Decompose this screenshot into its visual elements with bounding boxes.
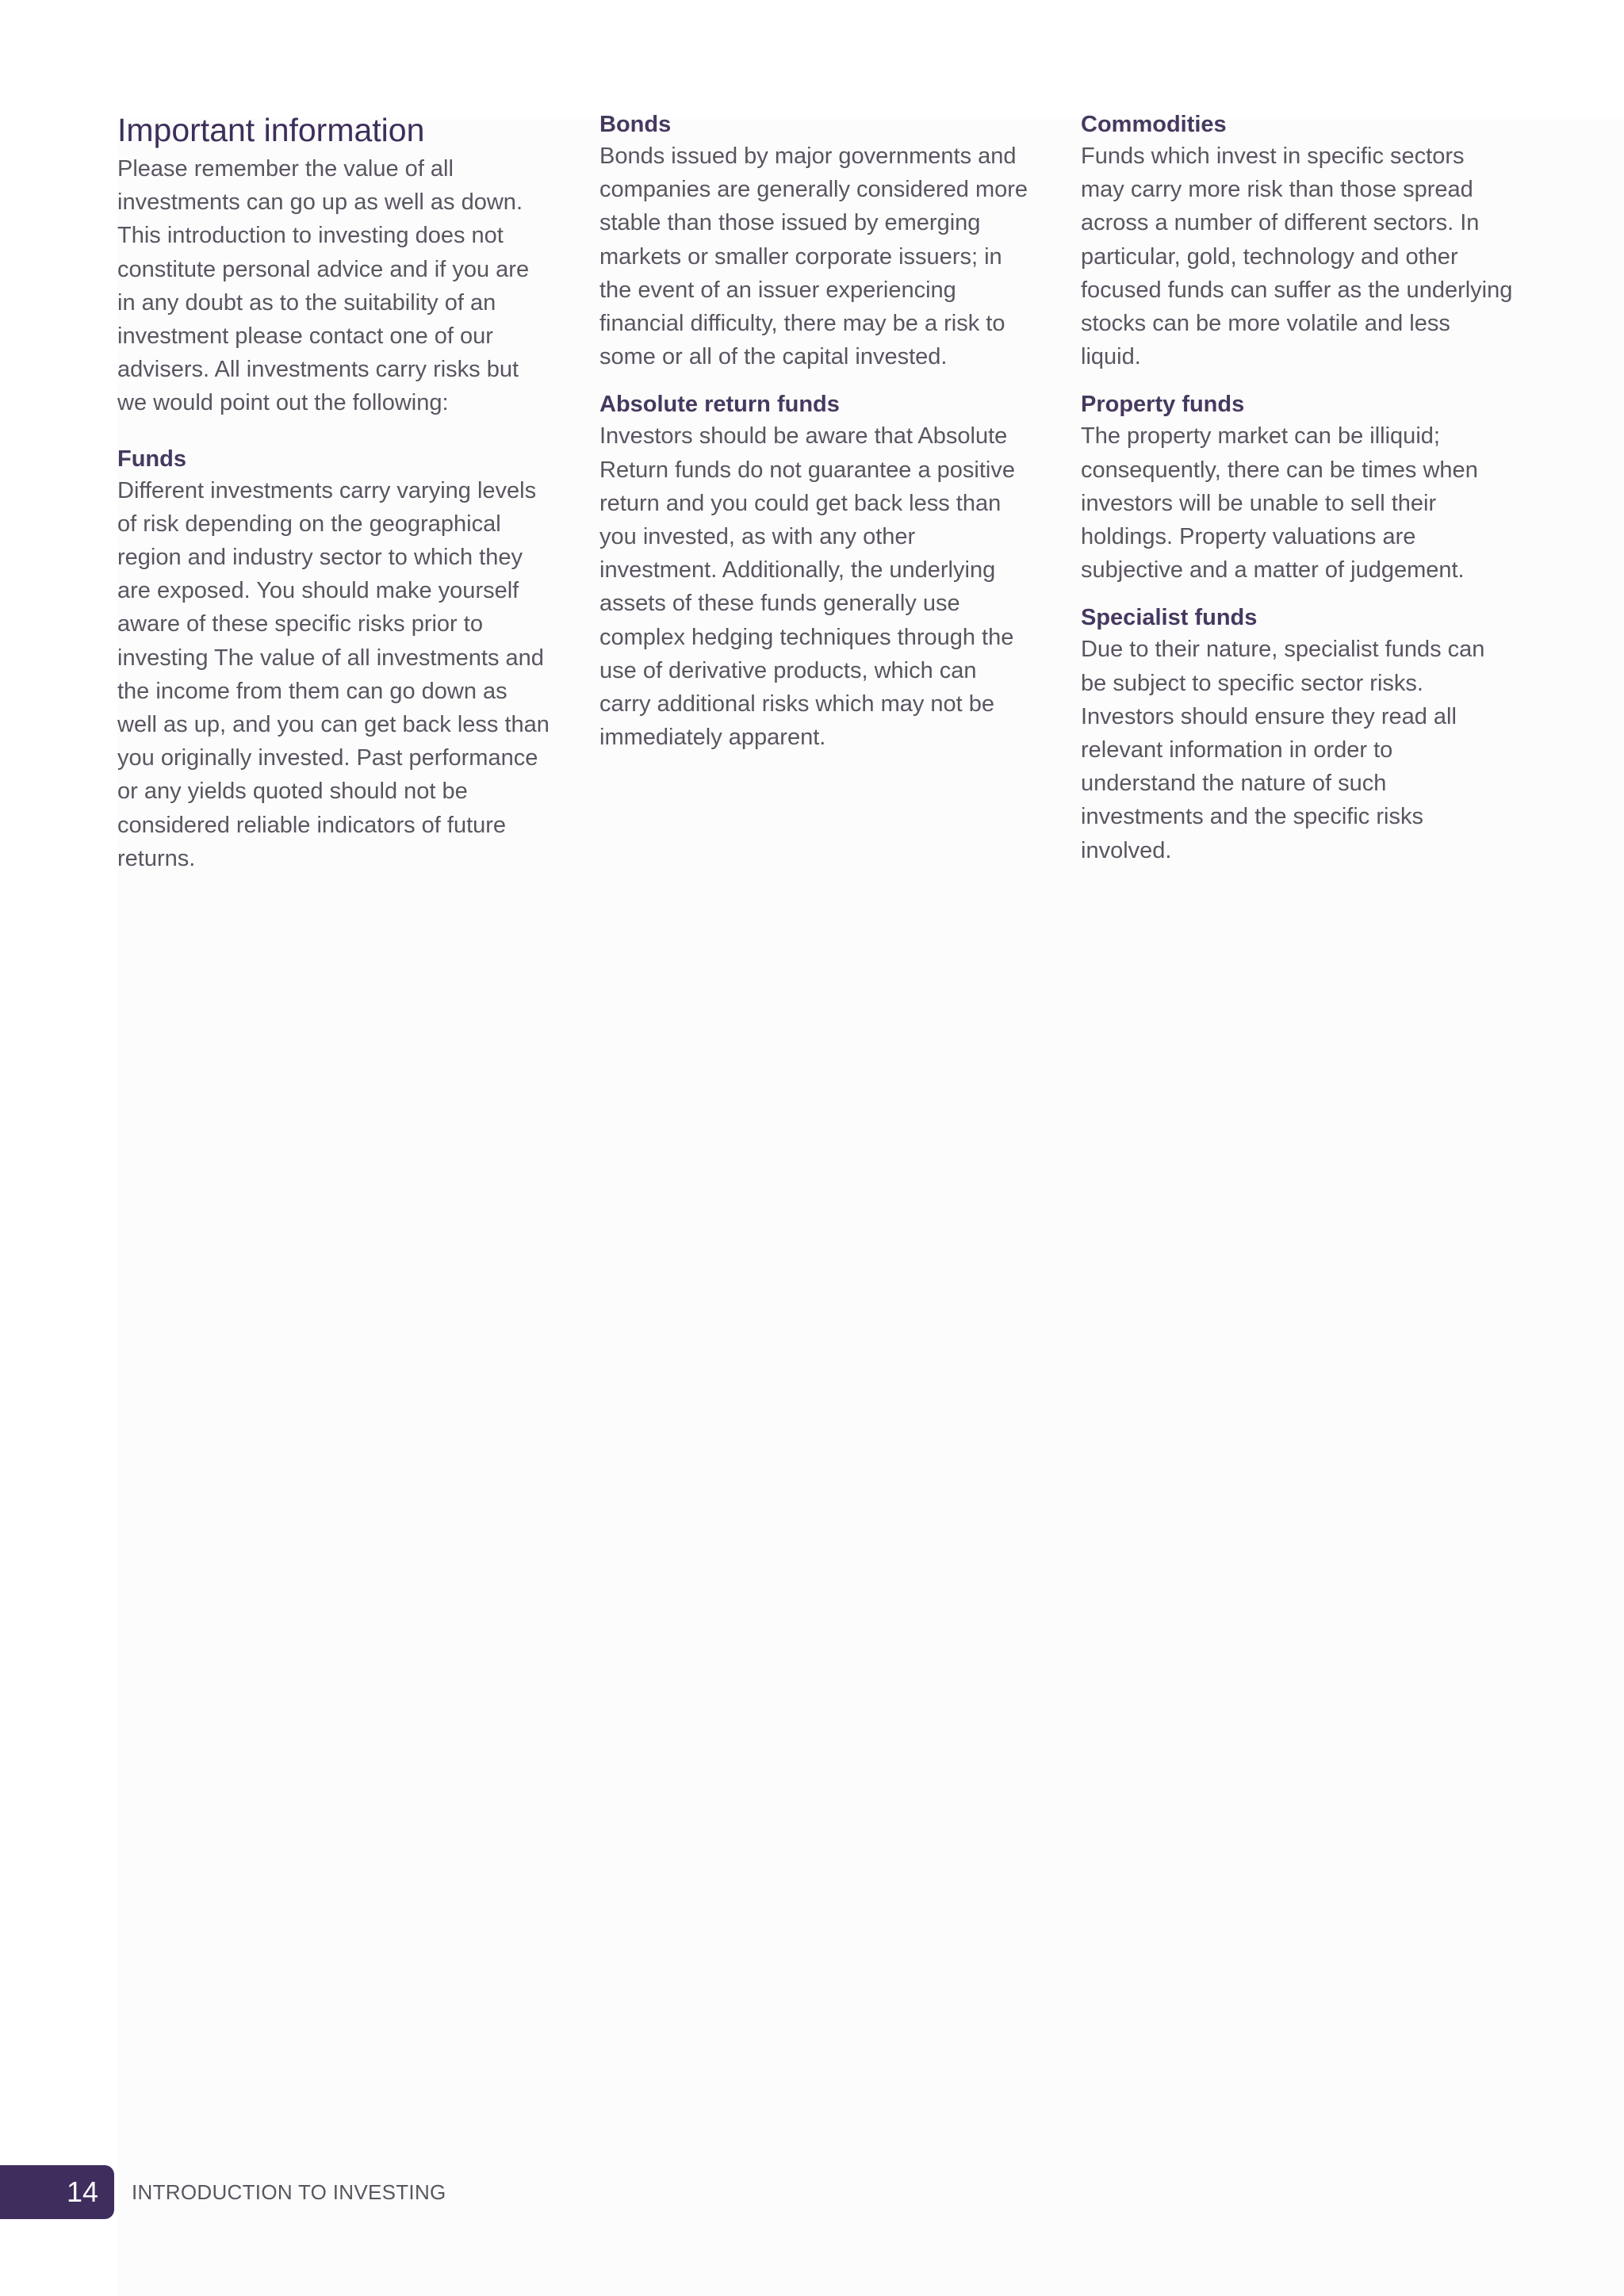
absolute-return-heading: Absolute return funds [599, 392, 840, 418]
column-commodities [1081, 109, 1513, 883]
intro-paragraph: Please remember the value of all investments can go up as well as down. This introduction to investing does not constitute personal advice and if you are in any doubt as to the suitability of an investment please contact one of our advisers. All investments carry risks but we would point out the following: [117, 156, 530, 416]
property-funds-paragraph: The property market can be illiquid; consequently, there can be times when investors will be unable to sell their holdings. Property valuations are subjective and a matter of judgement. [1081, 423, 1478, 584]
column-important-information [117, 109, 550, 891]
footer-section-title: INTRODUCTION TO INVESTING [132, 2180, 446, 2204]
property-funds-heading: Property funds [1081, 392, 1245, 418]
specialist-funds-paragraph: Due to their nature, specialist funds can be subject to specific sector risks. Investors should ensure they read all relevant information in order to understand the nature of such investments and the specific risks involved. [1081, 637, 1485, 863]
column-bonds [599, 109, 1032, 770]
bonds-paragraph: Bonds issued by major governments and companies are generally considered more stable than those issued by emerging markets or smaller corporate issuers; in the event of an issuer experiencing financial difficulty, there may be a risk to some or all of the capital invested. [599, 144, 1028, 370]
bonds-heading: Bonds [599, 112, 672, 137]
commodities-paragraph: Funds which invest in specific sectors may carry more risk than those spread across a number of different sectors. In particular, gold, technology and other focused funds can suffer as the underlying stocks can be more volatile and less liquid. [1081, 144, 1513, 370]
funds-paragraph: Different investments carry varying levels of risk depending on the geographical region and industry sector to which they are exposed. You should make yourself aware of these specific risks prior to investing The value of all investments and the income from them can go down as well as up, and you can get back less than you originally invested. Past performance or any yields quoted should not be considered reliable indicators of future returns. [117, 477, 550, 871]
absolute-return-paragraph: Investors should be aware that Absolute Return funds do not guarantee a positive return and you could get back less than you invested, as with any other investment. Additionally, the underlying assets of these funds generally use complex hedging techniques through the use of derivative products, which can carry additional risks which may not be immediately apparent. [599, 423, 1015, 751]
commodities-heading: Commodities [1081, 112, 1227, 137]
page-number: 14 [66, 2175, 98, 2208]
page-number-tab [0, 2165, 114, 2219]
specialist-funds-heading: Specialist funds [1081, 605, 1258, 631]
funds-heading: Funds [117, 446, 186, 472]
page-title: Important information [117, 112, 425, 148]
